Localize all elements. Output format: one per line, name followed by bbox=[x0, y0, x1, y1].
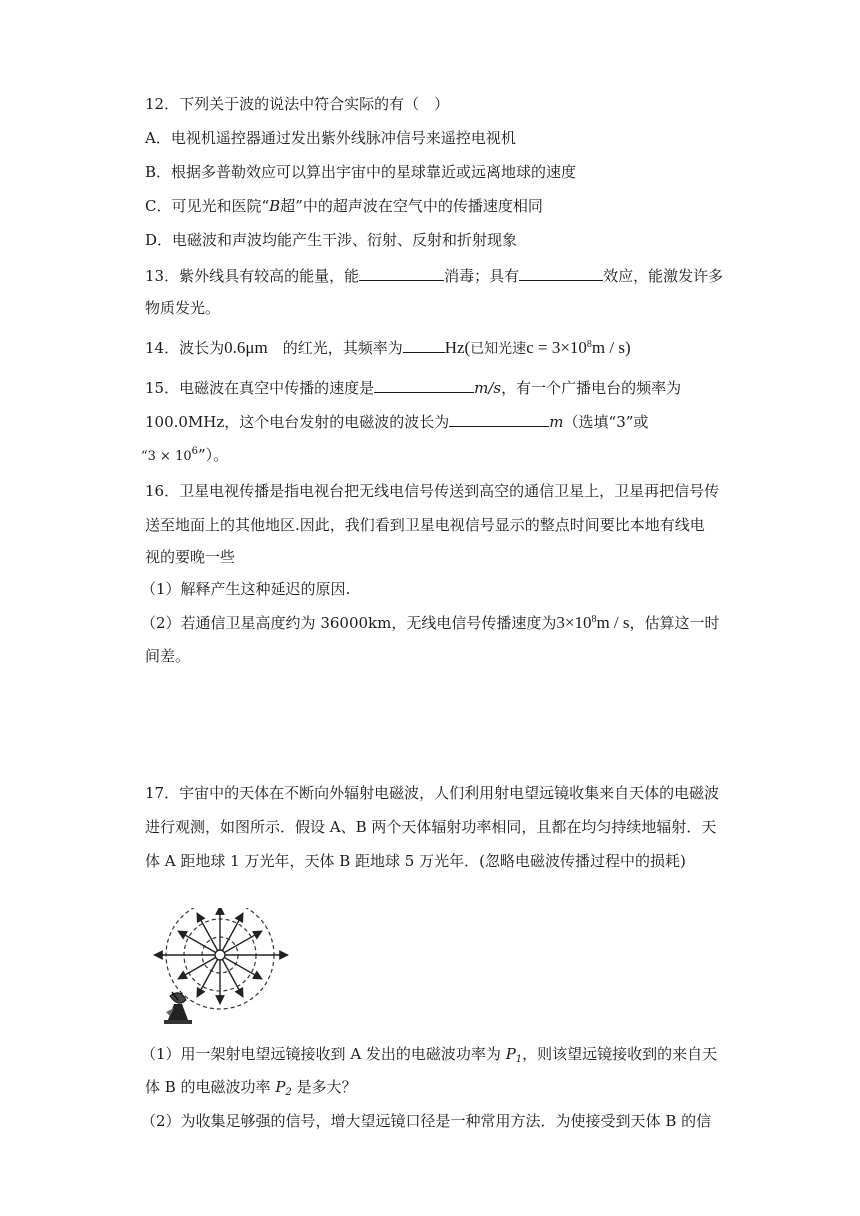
q16-sub1: （1）解释产生这种延迟的原因. bbox=[141, 580, 351, 598]
q16-sub2 bbox=[141, 612, 720, 634]
q17-p2-subscript: 2 bbox=[285, 1087, 292, 1098]
q12-stem: 12．下列关于波的说法中符合实际的有（ ） bbox=[145, 95, 450, 113]
q12-option-c-post: 超”中的超声波在空气中的传播速度相同 bbox=[280, 197, 543, 215]
q17-p1-subscript: 1 bbox=[515, 1054, 523, 1065]
q17-p1-symbol: P bbox=[505, 1045, 516, 1063]
q12-option-c-pre: C．可见光和医院“ bbox=[145, 197, 270, 215]
q17-p1 bbox=[506, 1045, 522, 1063]
q16-line2: 送至地面上的其他地区.因此，我们看到卫星电视信号显示的整点时间要比本地有线电 bbox=[145, 516, 705, 534]
q15-line2 bbox=[145, 410, 648, 433]
radiating-source-with-radio-telescope-icon bbox=[150, 908, 295, 1028]
q17-sub1-line2-tail: 是多大？ bbox=[291, 1078, 357, 1096]
q12-option-a: A．电视机遥控器通过发出紫外线脉冲信号来遥控电视机 bbox=[145, 129, 516, 147]
q17-sub2: （2）为收集足够强的信号，增大望远镜口径是一种常用方法．为使接受到天体 B 的信 bbox=[141, 1112, 712, 1130]
q14-blank[interactable] bbox=[403, 336, 445, 353]
q14-speed-base: c = 3×10 bbox=[526, 338, 587, 357]
q13-line1 bbox=[145, 264, 723, 287]
q15-blank-2[interactable] bbox=[449, 410, 549, 427]
q15-option-post: ”）。 bbox=[198, 446, 229, 464]
q13-text-a: 13．紫外线具有较高的能量，能 bbox=[145, 267, 360, 285]
q16-sub2-math bbox=[556, 613, 629, 632]
q12-option-c bbox=[145, 195, 543, 217]
q16-sub2-unit: m / s bbox=[596, 613, 630, 632]
q12-option-b: B．根据多普勒效应可以算出宇宙中的星球靠近或远离地球的速度 bbox=[145, 163, 577, 181]
q16-sub2-tail: ，估算这一时 bbox=[629, 614, 720, 632]
q17-sub1-line1 bbox=[141, 1043, 717, 1065]
q16-sub2-base: 3×10 bbox=[556, 613, 592, 632]
q14-line bbox=[145, 336, 631, 360]
q16-sub2-text: （2）若通信卫星高度约为 36000km，无线电信号传播速度为 bbox=[141, 614, 557, 632]
q15-text-c: 100.0MHz，这个电台发射的电磁波的波长为 bbox=[145, 413, 450, 431]
q17-sub1-text: （1）用一架射电望远镜接收到 A 发出的电磁波功率为 bbox=[141, 1045, 506, 1063]
q16-line3: 视的要晚一些 bbox=[145, 548, 236, 566]
q14-mid: 的红光，其频率为 bbox=[267, 339, 403, 357]
q17-sub1-line2-text: 体 B 的电磁波功率 bbox=[145, 1078, 276, 1096]
q15-text-d: （选填“3”或 bbox=[563, 413, 649, 431]
q13-blank-1[interactable] bbox=[359, 264, 444, 281]
q15-text-b: ，有一个广播电台的频率为 bbox=[501, 379, 682, 397]
q14-speed-exp: 8 bbox=[586, 339, 592, 350]
q17-line1: 17．宇宙中的天体在不断向外辐射电磁波，人们利用射电望远镜收集来自天体的电磁波 bbox=[145, 784, 720, 802]
q14-note: 已知光速 bbox=[470, 341, 527, 357]
q17-p2 bbox=[275, 1078, 291, 1096]
q15-blank-1[interactable] bbox=[374, 376, 474, 393]
q15-line3 bbox=[141, 444, 228, 468]
q17-line3: 体 A 距地球 1 万光年，天体 B 距地球 5 万光年．(忽略电磁波传播过程中的损耗) bbox=[145, 852, 686, 870]
q13-line2: 物质发光。 bbox=[145, 299, 221, 317]
q14-unit: Hz( bbox=[444, 338, 471, 357]
q16-sub2-line2: 间差。 bbox=[145, 647, 191, 665]
q14-wavelength: 0.6μm bbox=[224, 338, 268, 357]
q14-pre: 14．波长为 bbox=[145, 339, 225, 357]
q17-p2-symbol: P bbox=[275, 1078, 286, 1096]
q16-sub2-exp: 8 bbox=[591, 614, 597, 625]
q14-speed-unit: m / s) bbox=[591, 338, 631, 357]
q12-option-d: D．电磁波和声波均能产生干涉、衍射、反射和折射现象 bbox=[145, 231, 518, 249]
q13-text-b: 消毒；具有 bbox=[444, 267, 520, 285]
q16-line1: 16．卫星电视传播是指电视台把无线电信号传送到高空的通信卫星上，卫星再把信号传 bbox=[145, 482, 720, 500]
q17-sub1-line2 bbox=[145, 1076, 357, 1098]
q14-speed bbox=[526, 338, 630, 357]
radio-telescope-icon bbox=[164, 992, 192, 1024]
q13-blank-2[interactable] bbox=[519, 264, 603, 281]
q15-option-base: “3 × 10 bbox=[141, 449, 192, 464]
q12-option-c-b: B bbox=[269, 197, 281, 215]
q15-unit-2: m bbox=[549, 413, 564, 431]
q15-option-exp: 6 bbox=[191, 446, 198, 457]
q15-line1 bbox=[145, 376, 681, 399]
q17-sub1-tail: ，则该望远镜接收到的来自天 bbox=[522, 1045, 718, 1063]
q17-line2: 进行观测，如图所示．假设 A、B 两个天体辐射功率相同，且都在均匀持续地辐射．天 bbox=[145, 818, 717, 836]
q15-unit-1: m/s bbox=[474, 379, 502, 397]
q13-text-c: 效应，能激发许多 bbox=[603, 267, 724, 285]
q15-text-a: 15．电磁波在真空中传播的速度是 bbox=[145, 379, 375, 397]
